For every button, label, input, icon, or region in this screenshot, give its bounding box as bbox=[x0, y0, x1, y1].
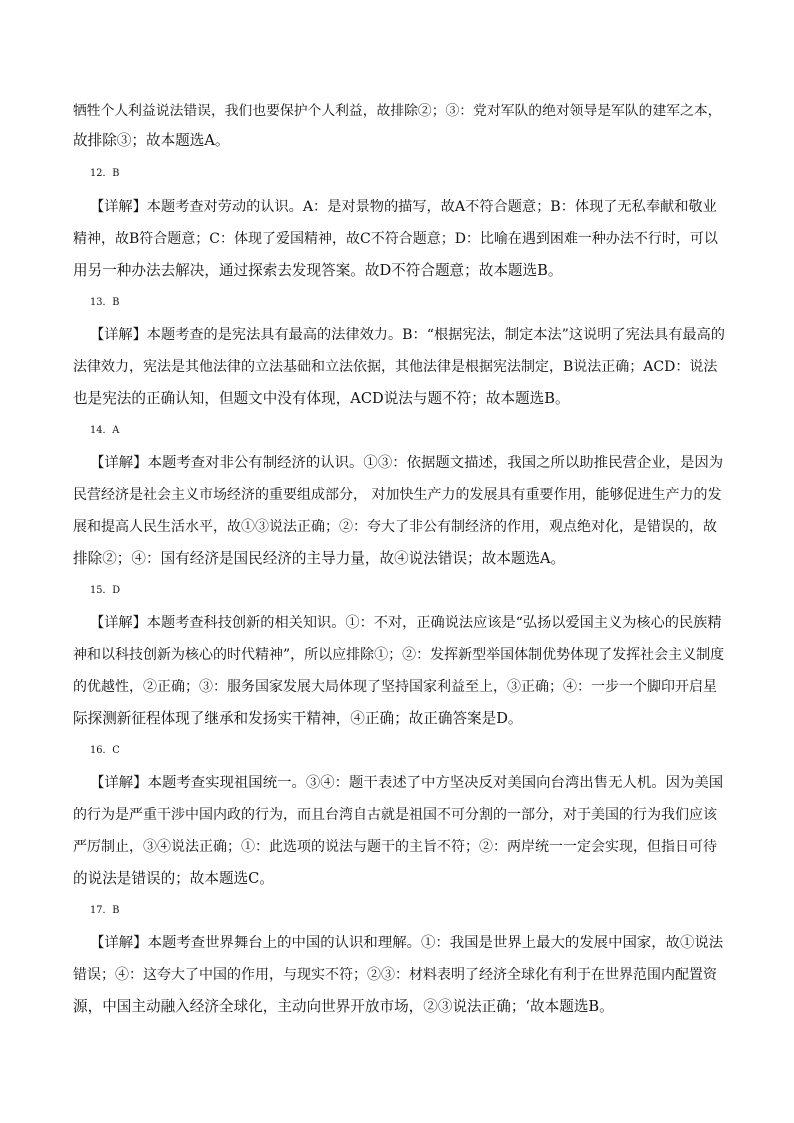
text-line: 的行为是严重干涉中国内政的行为，而且台湾自古就是祖国不可分割的一部分，对于美国的行为我们应该 bbox=[73, 807, 717, 823]
text-line: 源，中国主动融入经济全球化，主动向世界开放市场，②③说法正确；‘故本题选B。 bbox=[73, 998, 614, 1015]
text-line: 精神，故B符合题意；C：体现了爱国精神，故C不符合题意；D：比喻在遇到困难一种办法不行时，可以 bbox=[73, 231, 718, 247]
text-line: 展和提高人民生活水平，故①③说法正确；②：夸大了非公有制经济的作用，观点绝对化，是错误的，故 bbox=[73, 519, 717, 535]
answer-number: 12．B bbox=[90, 168, 120, 179]
text-line: 错误；④：这夸大了中国的作用，与现实不符；②③：材料表明了经济全球化有利于在世界范围内配置资 bbox=[73, 967, 717, 983]
text-line: 故排除③；故本题选A。 bbox=[73, 132, 230, 149]
explanation-line: 【详解】本题考查对劳动的认识。A：是对景物的描写，故A不符合题意；B：体现了无私奉献和敬业 bbox=[90, 199, 717, 215]
answer-number: 17．B bbox=[90, 905, 120, 916]
explanation-line: 【详解】本题考查实现祖国统一。③④：题干表述了中方坚决反对美国向台湾出售无人机。因为美国 bbox=[90, 775, 724, 791]
text-line: 用另一种办法去解决，通过探索去发现答案。故D不符合题意；故本题选B。 bbox=[73, 262, 563, 279]
answer-number: 13．B bbox=[90, 297, 120, 308]
answer-number: 15．D bbox=[90, 585, 121, 596]
text-line: 法律效力，宪法是其他法律的立法基础和立法依据，其他法律是根据宪法制定，B说法正确；ACD：说法 bbox=[73, 359, 718, 375]
answer-number: 14．A bbox=[90, 425, 120, 436]
text-line: 的优越性，②正确；③：服务国家发展大局体现了坚持国家利益至上，③正确；④：一步一个脚印开启星 bbox=[73, 679, 717, 695]
text-line: 排除②；④：国有经济是国民经济的主导力量，故④说法错误；故本题选A。 bbox=[73, 550, 566, 567]
explanation-line: 【详解】本题考查的是宪法具有最高的法律效力。B：“根据宪法，制定本法”这说明了宪法具有最高的 bbox=[90, 327, 725, 343]
text-line: 严厉制止，③④说法正确；①：此选项的说法与题干的主旨不符；②：两岸统一一定会实现，但指日可待 bbox=[73, 839, 717, 855]
text-line: 也是宪法的正确认知，但题文中没有体现，ACD说法与题不符；故本题选B。 bbox=[73, 390, 570, 407]
explanation-line: 【详解】本题考查世界舞台上的中国的认识和理解。①：我国是世界上最大的发展中国家，故①说法 bbox=[90, 935, 724, 951]
explanation-line: 【详解】本题考查对非公有制经济的认识。①③：依据题文描述，我国之所以助推民营企业，是因为 bbox=[90, 455, 724, 471]
answer-number: 16．C bbox=[90, 745, 120, 756]
text-line: 的说法是错误的；故本题选C。 bbox=[73, 870, 274, 887]
text-line: 牺牲个人利益说法错误，我们也要保护个人利益，故排除②；③：党对军队的绝对领导是军队的建军之本， bbox=[73, 103, 722, 119]
text-line: 神和以科技创新为核心的时代精神”，所以应排除①；②：发挥新型举国体制优势体现了发挥社会主义制度 bbox=[73, 647, 725, 663]
explanation-line: 【详解】本题考查科技创新的相关知识。①：不对，正确说法应该是“弘扬以爱国主义为核心的民族精 bbox=[90, 615, 722, 631]
text-line: 际探测新征程体现了继承和发扬实干精神，④正确；故正确答案是D。 bbox=[73, 710, 523, 727]
text-line: 民营经济是社会主义市场经济的重要组成部分， 对加快生产力的发展具有重要作用，能够促进生产力的发 bbox=[73, 487, 722, 503]
